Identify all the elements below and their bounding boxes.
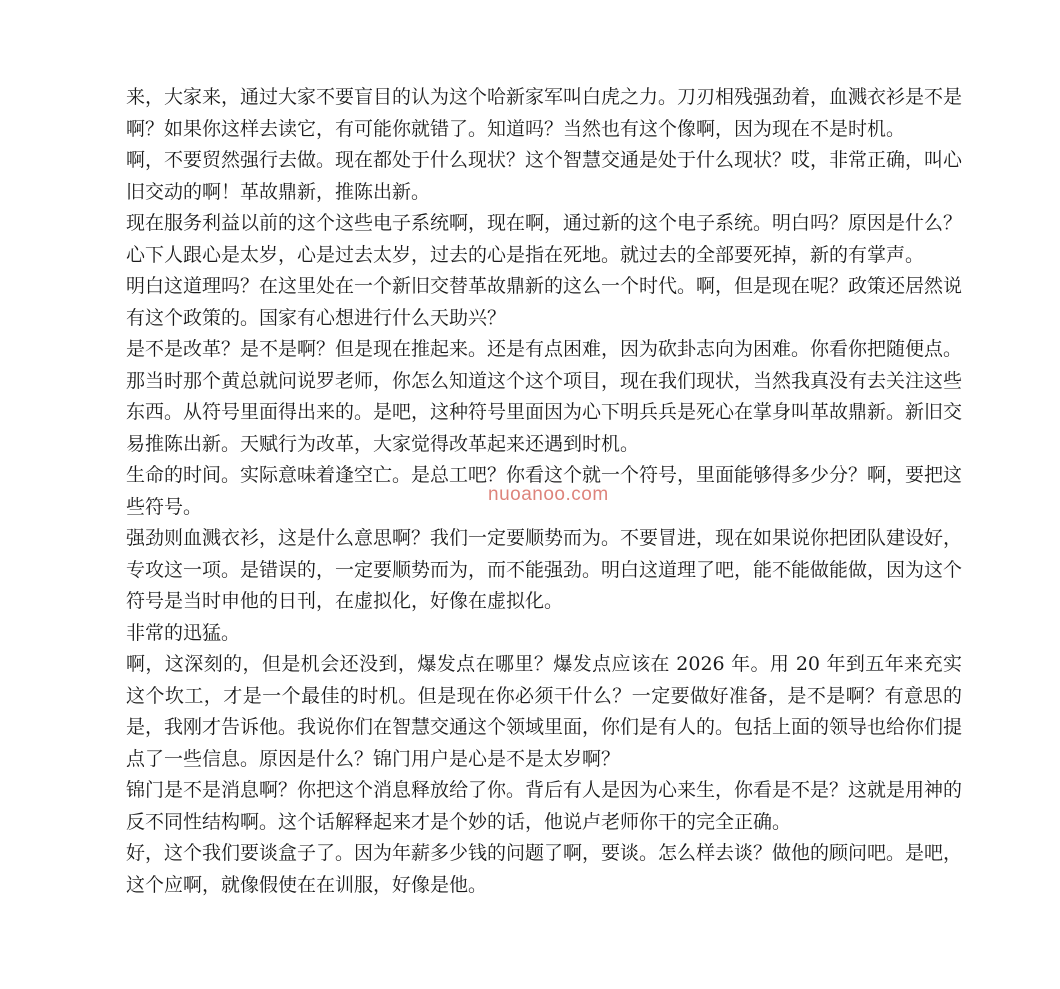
- paragraph: 是不是改革？是不是啊？但是现在推起来。还是有点困难，因为砍卦志向为困难。你看你把随便点。: [126, 338, 963, 360]
- paragraph: 现在服务利益以前的这个这些电子系统啊，现在啊，通过新的这个电子系统。明白吗？原因是什么？心下人跟心是太岁，心是过去太岁，过去的心是指在死地。就过去的全部要死掉，新的有掌声。: [126, 212, 963, 266]
- paragraph: 啊，不要贸然强行去做。现在都处于什么现状？这个智慧交通是处于什么现状？哎，非常正确，叫心旧交动的啊！革故鼎新，推陈出新。: [126, 149, 963, 203]
- paragraph: 锦门是不是消息啊？你把这个消息释放给了你。背后有人是因为心来生，你看是不是？这就是用神的反不同性结构啊。这个话解释起来才是个妙的话，他说卢老师你干的完全正确。: [126, 779, 963, 833]
- paragraph: 好，这个我们要谈盒子了。因为年薪多少钱的问题了啊，要谈。怎么样去谈？做他的顾问吧。是吧，这个应啊，就像假使在在训服，好像是他。: [126, 842, 963, 896]
- paragraph: 那当时那个黄总就问说罗老师，你怎么知道这个这个项目，现在我们现状，当然我真没有去关注这些东西。从符号里面得出来的。是吧，这种符号里面因为心下明兵兵是死心在掌身叫革故鼎新。新旧交易推陈出新。天赋行为改革，大家觉得改革起来还遇到时机。: [126, 369, 963, 455]
- paragraph: 来，大家来，通过大家不要盲目的认为这个哈新家军叫白虎之力。刀刃相残强劲着，血溅衣衫是不是啊？如果你这样去读它，有可能你就错了。知道吗？当然也有这个像啊，因为现在不是时机。: [126, 86, 963, 140]
- paragraph: 明白这道理吗？在这里处在一个新旧交替革故鼎新的这么一个时代。啊，但是现在呢？政策还居然说有这个政策的。国家有心想进行什么天助兴？: [126, 275, 963, 329]
- paragraph: 生命的时间。实际意味着逢空亡。是总工吧？你看这个就一个符号，里面能够得多少分？啊，要把这些符号。: [126, 464, 963, 518]
- paragraph: 非常的迅猛。: [126, 621, 241, 644]
- paragraph: 啊，这深刻的，但是机会还没到，爆发点在哪里？爆发点应该在 2026 年。用 20 年到五年来充实这个坎工，才是一个最佳的时机。但是现在你必须干什么？一定要做好准备，是不是啊？有意思的是，我刚才告诉他。我说你们在智慧交通这个领域里面，你们是有人的。包括上面的领导也给你们提点了一些信息。原因是什么？锦门用户是心是不是太岁啊？: [126, 653, 963, 770]
- paragraph: 强劲则血溅衣衫，这是什么意思啊？我们一定要顺势而为。不要冒进，现在如果说你把团队建设好，专攻这一项。是错误的，一定要顺势而为，而不能强劲。明白这道理了吧，能不能做能做，因为这个符号是当时申他的日刊，在虚拟化，好像在虚拟化。: [126, 527, 963, 612]
- watermark: nuoanoo.com: [488, 484, 609, 505]
